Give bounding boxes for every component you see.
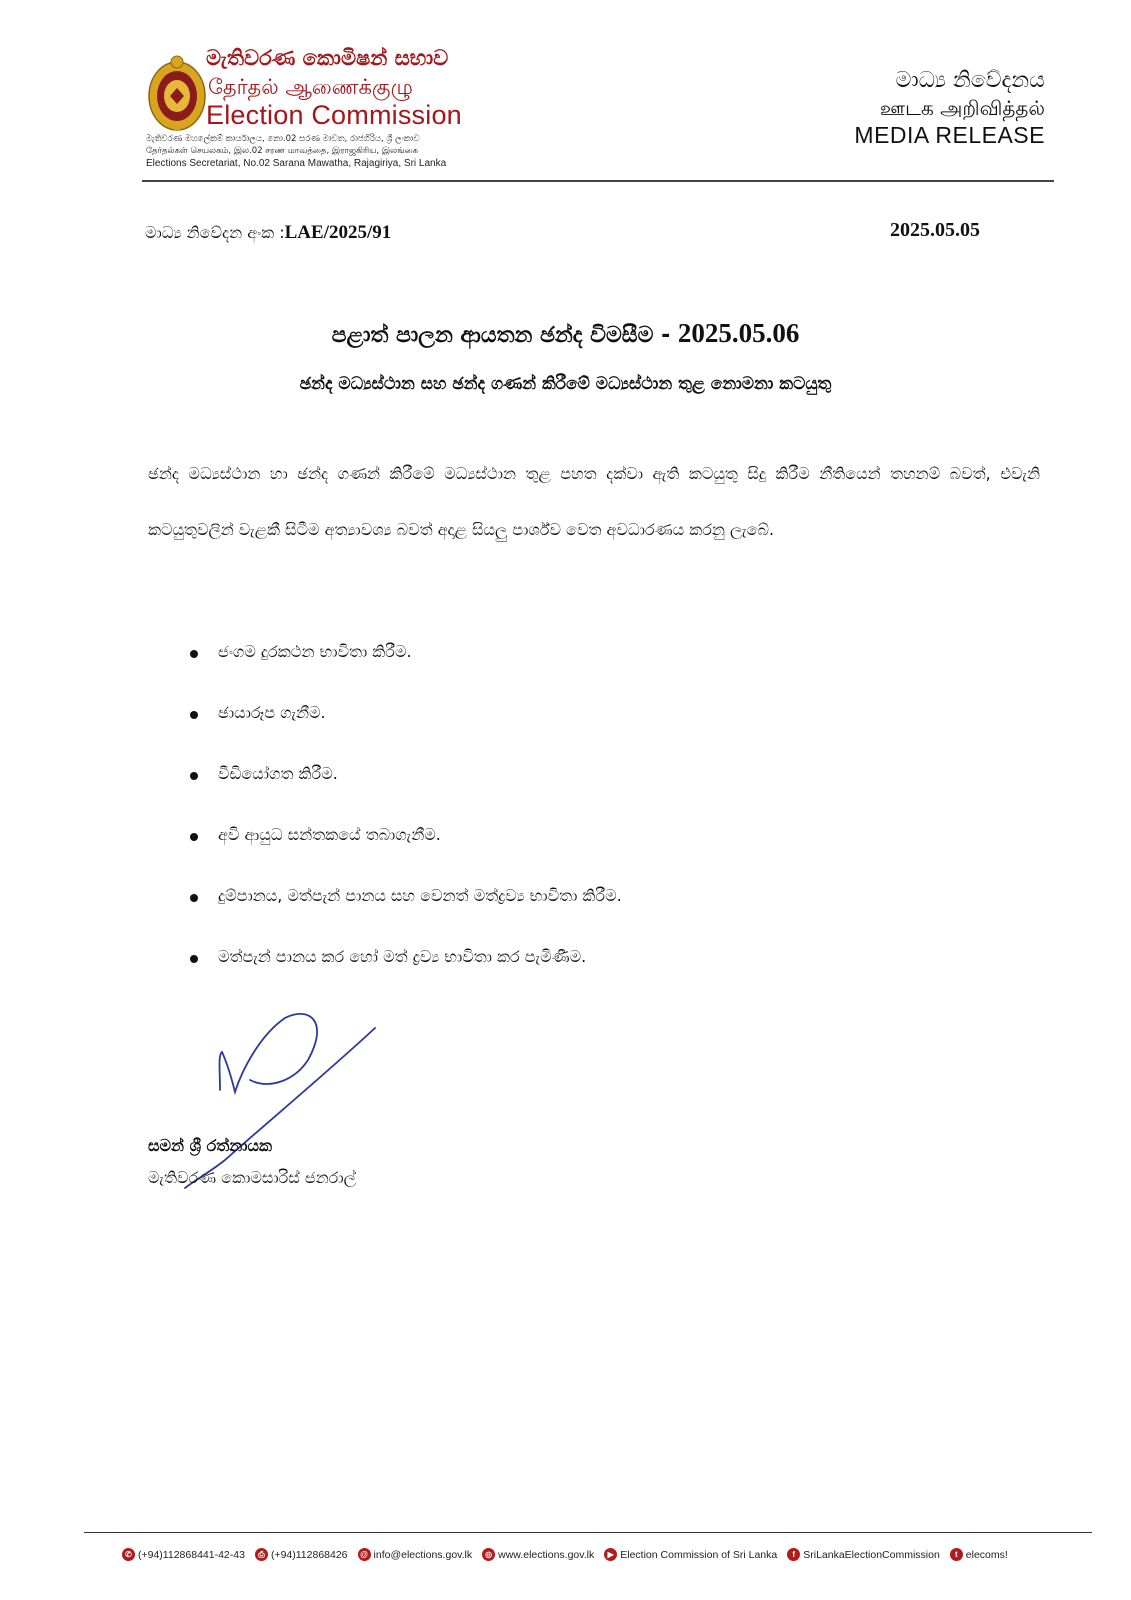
footer-fax: ⎙ (+94)112868426 xyxy=(255,1548,348,1561)
media-release-english: MEDIA RELEASE xyxy=(854,122,1045,148)
bullet-icon xyxy=(190,894,198,902)
twitter-icon: t xyxy=(950,1548,963,1561)
phone-icon: ✆ xyxy=(122,1548,135,1561)
signatory-name: සමන් ශ්‍රී රත්නායක xyxy=(148,1136,272,1155)
footer-youtube[interactable]: ▶ Election Commission of Sri Lanka xyxy=(604,1548,777,1561)
bullet-icon xyxy=(190,650,198,658)
bullet-icon xyxy=(190,833,198,841)
fax-icon: ⎙ xyxy=(255,1548,268,1561)
address-sinhala: මැතිවරණ මහලේකම් කාර්යාලය, නො.02 සරණ මාවත, රාජගිරිය, ශ්‍රී ලංකාව xyxy=(146,134,420,144)
footer-divider xyxy=(84,1532,1092,1533)
header-divider xyxy=(142,180,1054,182)
media-release-sinhala: මාධ්‍ය නිවේදනය xyxy=(895,68,1045,93)
bullet-icon xyxy=(190,772,198,780)
address-english: Elections Secretariat, No.02 Sarana Mawatha, Rajagiriya, Sri Lanka xyxy=(146,158,447,169)
footer-website[interactable]: ◎ www.elections.gov.lk xyxy=(482,1548,594,1561)
globe-icon: ◎ xyxy=(482,1548,495,1561)
list-item: වීඩියෝගත කිරීම. xyxy=(190,764,622,825)
page-title xyxy=(0,318,1131,349)
reference-number: LAE/2025/91 xyxy=(284,222,392,243)
list-item: මත්පැන් පානය කර හෝ මත් ද්‍රව්‍ය භාවිතා කර පැමිණීම. xyxy=(190,947,622,1008)
org-name-english: Election Commission xyxy=(206,100,462,130)
bullet-icon xyxy=(190,711,198,719)
reference-line xyxy=(145,222,391,244)
list-item: ජංගම දුරකථන භාවිතා කිරීම. xyxy=(190,642,622,703)
release-date: 2025.05.05 xyxy=(890,219,980,241)
signatory-title: මැතිවරණ කොමසාරිස් ජනරාල් xyxy=(148,1168,356,1187)
footer-contacts xyxy=(122,1548,1008,1561)
bullet-icon xyxy=(190,955,198,963)
list-item: ඡායාරූප ගැනීම. xyxy=(190,703,622,764)
list-item: අවි ආයුධ සන්තකයේ තබාගැනීම. xyxy=(190,825,622,886)
reference-label: මාධ්‍ය නිවේදන අංක : xyxy=(145,223,285,242)
facebook-icon: f xyxy=(787,1548,800,1561)
prohibited-activities-list xyxy=(190,642,622,1008)
body-paragraph: ඡන්ද මධ්‍යස්ථාන හා ඡන්ද ගණන් කිරීමේ මධ්‍යස්ථාන තුළ පහත දක්වා ඇති කටයුතු සිදු කිරීම නීතියෙන් තහනම් බවත්, එවැනි කටයුතුවලින් වැළකී සිටීම අත්‍යාවශ්‍ය බවත් අදාළ සියලු පාර්ශ්ව වෙත අවධාරණය කරනු ලැබේ. xyxy=(148,464,1040,539)
email-icon: @ xyxy=(358,1548,371,1561)
media-release-tamil: ஊடக அறிவித்தல் xyxy=(879,96,1045,120)
page-subtitle: ඡන්ද මධ්‍යස්ථාන සහ ඡන්ද ගණන් කිරීමේ මධ්‍යස්ථාන තුළ නොමනා කටයුතු xyxy=(299,374,832,394)
footer-phone: ✆ (+94)112868441-42-43 xyxy=(122,1548,245,1561)
sri-lanka-emblem-icon xyxy=(146,52,208,134)
footer-facebook[interactable]: f SriLankaElectionCommission xyxy=(787,1548,940,1561)
footer-email[interactable]: @ info@elections.gov.lk xyxy=(358,1548,473,1561)
title-date: 2025.05.06 xyxy=(677,318,800,348)
org-name-tamil: தேர்தல் ஆணைக்குழு xyxy=(208,75,413,99)
list-item: දුම්පානය, මත්පැන් පානය සහ වෙනත් මත්ද්‍රව්‍ය භාවිතා කිරීම. xyxy=(190,886,622,947)
youtube-icon: ▶ xyxy=(604,1548,617,1561)
address-tamil: தேர்தல்கள் செயலகம், இல.02 சரண மாவத்தை, இராஜகிரிய, இலங்கை xyxy=(146,146,419,156)
org-name-sinhala: මැතිවරණ කොමිෂන් සභාව xyxy=(206,46,449,70)
footer-twitter[interactable]: t elecoms! xyxy=(950,1548,1008,1561)
title-text: පළාත් පාලන ආයතන ඡන්ද විමසීම - xyxy=(331,323,678,348)
